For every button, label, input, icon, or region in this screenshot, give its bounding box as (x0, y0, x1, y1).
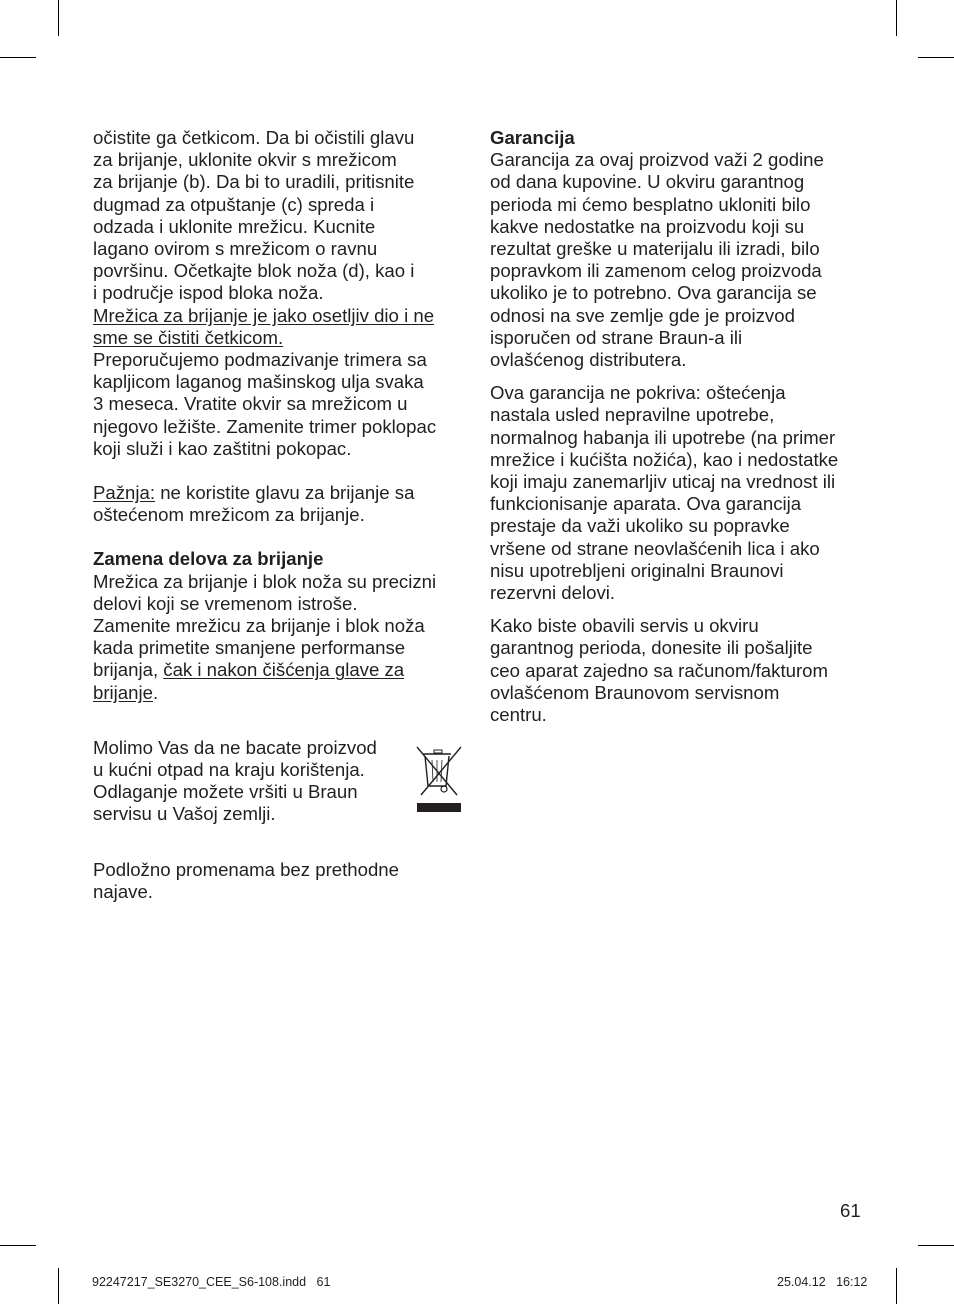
text-line: njegovo ležište. Zamenite trimer poklopac (93, 415, 437, 437)
text-line: rezultat greške u materijalu ili izradi, bilo (490, 238, 820, 260)
underlined-note: sme se čistiti četkicom. (93, 326, 284, 348)
warranty-section (490, 127, 870, 371)
crop-mark (0, 1245, 36, 1246)
crop-mark (918, 1245, 954, 1246)
text-line: kapljicom laganog mašinskog ulja svaka (93, 371, 424, 393)
text-line: vršene od strane neovlašćenih lica i ako (490, 537, 820, 559)
text-line: Preporučujemo podmazivanje trimera sa (93, 349, 427, 371)
text-line: Kako biste obavili servis u okviru (490, 615, 759, 637)
text-line: odnosi na sve zemlje gde je proizvod (490, 304, 795, 326)
text-line: Podložno promenama bez prethodne (93, 858, 399, 880)
text-line: koji služi i kao zaštitni pokopac. (93, 437, 352, 459)
text-line: za brijanje (b). Da bi to uradili, pritisnite (93, 171, 415, 193)
text-line: funkcionisanje aparata. Ova garancija (490, 493, 802, 515)
text-line: prestaje da važi ukoliko su popravke (490, 515, 790, 537)
text-line: nisu upotrebljeni originalni Braunovi (490, 559, 784, 581)
text-line: nastala usled nepravilne upotrebe, (490, 404, 775, 426)
cleaning-paragraph (93, 127, 473, 349)
text-line: garantnog perioda, donesite ili pošaljite (490, 637, 813, 659)
crop-mark (58, 1268, 59, 1304)
text-line: lagano ovirom s mrežicom o ravnu (93, 238, 378, 260)
warning-paragraph (93, 482, 473, 526)
text-line: Zamenite mrežicu za brijanje i blok noža (93, 615, 425, 637)
replacement-section (93, 548, 473, 703)
crop-mark (58, 0, 59, 36)
section-heading: Garancija (490, 127, 575, 148)
text-line: ceo aparat zajedno sa računom/fakturom (490, 659, 828, 681)
text-line: za brijanje, uklonite okvir s mrežicom (93, 149, 397, 171)
crop-mark (896, 0, 897, 36)
crossed-out-wheelie-bin-icon (415, 745, 463, 815)
text-line: perioda mi ćemo besplatno ukloniti bilo (490, 193, 811, 215)
underlined-note: čak i nakon čišćenja glave za (163, 659, 405, 681)
disposal-paragraph (93, 737, 473, 826)
text-line: rezervni delovi. (490, 582, 616, 604)
text-line: površinu. Očetkajte blok noža (d), kao i (93, 260, 415, 282)
text-line: kakve nedostatke na proizvodu koji su (490, 215, 805, 237)
warning-text: ne koristite glavu za brijanje sa (155, 482, 415, 504)
footer-datetime: 25.04.12 16:12 (777, 1275, 868, 1289)
text-line: delovi koji se vremenom istroše. (93, 592, 358, 614)
text-line: ukoliko je to potrebno. Ova garancija se (490, 282, 817, 304)
text-line: i područje ispod bloka noža. (93, 282, 324, 304)
text-line: u kućni otpad na kraju korištenja. (93, 759, 365, 781)
footer-filename: 92247217_SE3270_CEE_S6-108.indd 61 (92, 1275, 331, 1289)
crop-mark (896, 1268, 897, 1304)
text-line: ovlašćenog distributera. (490, 349, 687, 371)
text-line: dugmad za otpuštanje (c) spreda i (93, 193, 375, 215)
text-line: kada primetite smanjene performanse (93, 637, 406, 659)
warranty-exclusions-paragraph (490, 382, 870, 604)
text-line: Ova garancija ne pokriva: oštećenja (490, 382, 786, 404)
lubrication-paragraph (93, 349, 473, 460)
left-column (93, 127, 473, 903)
text-line: Molimo Vas da ne bacate proizvod (93, 736, 377, 758)
text-line: očistite ga četkicom. Da bi očistili glavu (93, 127, 415, 148)
section-heading: Zamena delova za brijanje (93, 548, 324, 570)
text-line: najave. (93, 880, 153, 902)
underlined-note: brijanje (93, 681, 153, 703)
text-line: 3 meseca. Vratite okvir sa mrežicom u (93, 393, 408, 415)
notice-paragraph (93, 859, 473, 903)
text-line: Mrežica za brijanje i blok noža su precizni (93, 570, 437, 592)
text-line: koji imaju zanemarljiv uticaj na vrednost ili (490, 471, 836, 493)
text-line: odzada i uklonite mrežicu. Kucnite (93, 215, 376, 237)
crop-mark (0, 57, 36, 58)
text-segment: brijanja, (93, 659, 164, 681)
text-segment: . (152, 681, 159, 703)
text-line: isporučen od strane Braun-a ili (490, 326, 743, 348)
crop-mark (918, 57, 954, 58)
text-line: od dana kupovine. U okviru garantnog (490, 171, 805, 193)
text-line: normalnog habanja ili upotrebe (na primer (490, 426, 836, 448)
text-line: servisu u Vašoj zemlji. (93, 803, 276, 825)
service-paragraph (490, 615, 870, 726)
warning-label: Pažnja: (93, 482, 156, 504)
underlined-note: Mrežica za brijanje je jako osetljiv dio i ne (93, 304, 435, 326)
text-line: centru. (490, 704, 547, 726)
text-line: oštećenom mrežicom za brijanje. (93, 504, 365, 526)
page-number: 61 (840, 1200, 861, 1221)
text-line: ovlašćenom Braunovom servisnom (490, 681, 780, 703)
right-column (490, 127, 870, 726)
text-line: Garancija za ovaj proizvod važi 2 godine (490, 149, 824, 171)
text-line: Odlaganje možete vršiti u Braun (93, 781, 358, 803)
text-line: popravkom ili zamenom celog proizvoda (490, 260, 822, 282)
text-line: mrežice i kućišta nožića), kao i nedostatke (490, 448, 839, 470)
